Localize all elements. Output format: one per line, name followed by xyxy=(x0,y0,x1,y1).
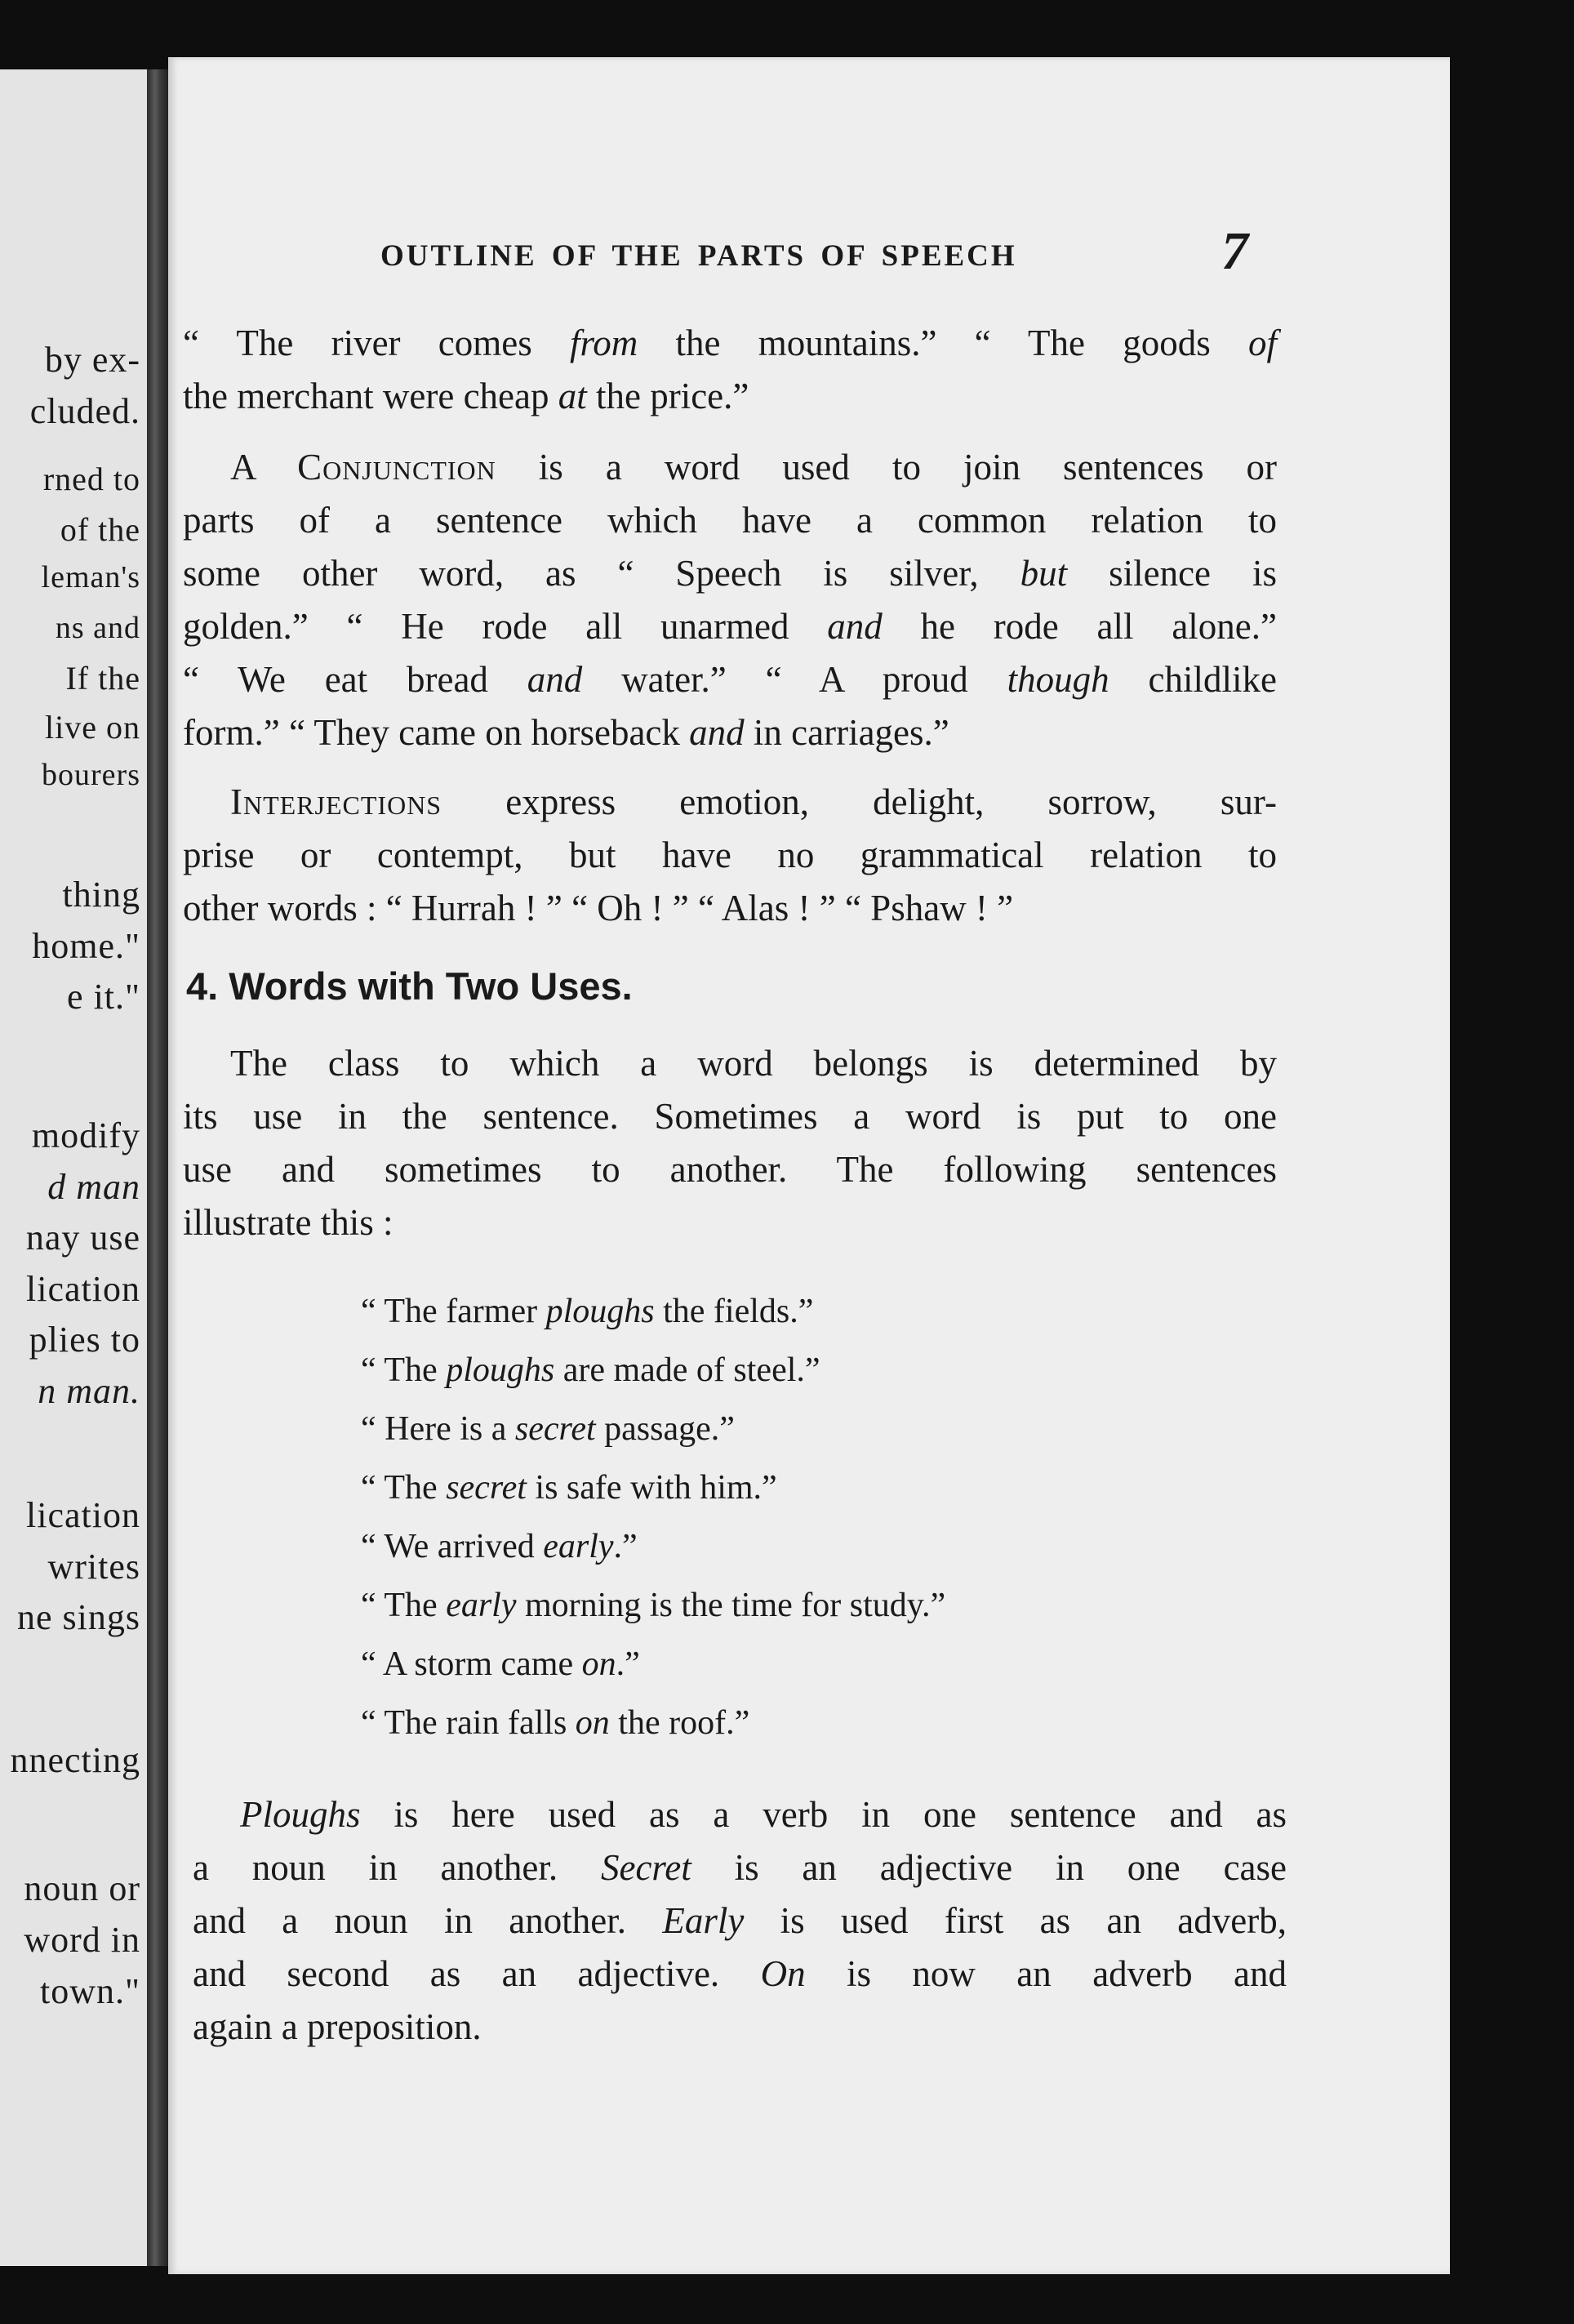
left-page-line: rned to xyxy=(42,461,140,497)
left-page-line: bourers xyxy=(42,758,140,792)
example-sentence: “ The farmer ploughs the fields.” xyxy=(361,1293,814,1330)
left-page-line: lication xyxy=(26,1495,140,1535)
text-line: the merchant were cheap at the price.” xyxy=(183,376,749,416)
text-line: form.” “ They came on horseback and in carriages.” xyxy=(183,712,949,753)
left-page-line: d man xyxy=(47,1167,140,1207)
paragraph-conjunction xyxy=(183,441,1277,759)
left-page-line: ne sings xyxy=(17,1597,140,1637)
paragraph-preposition-examples xyxy=(183,317,1277,423)
left-page-line: nay use xyxy=(25,1218,140,1258)
text-line: Interjections express emotion, delight, sorrow, sur- xyxy=(230,781,1277,822)
term-interjections: Interjections xyxy=(230,781,442,822)
example-sentence: “ The early morning is the time for study.” xyxy=(361,1587,946,1624)
book-page xyxy=(168,57,1450,2274)
left-page-line: modify xyxy=(31,1115,140,1155)
text-line: and a noun in another. Early is used first as an adverb, xyxy=(193,1900,1287,1941)
text-line: some other word, as “ Speech is silver, but silence is xyxy=(183,553,1277,594)
left-page-line: plies to xyxy=(29,1320,140,1360)
left-page-line: lication xyxy=(26,1269,140,1309)
text-line: Ploughs is here used as a verb in one sentence and as xyxy=(240,1794,1287,1835)
left-page-line: leman's xyxy=(41,560,140,594)
text-line: “ We eat bread and water.” “ A proud though childlike xyxy=(183,659,1277,700)
left-page-line: noun or xyxy=(24,1868,140,1908)
example-sentence: “ The ploughs are made of steel.” xyxy=(361,1351,820,1389)
text-line: parts of a sentence which have a common relation to xyxy=(183,500,1277,541)
example-sentence: “ The rain falls on the roof.” xyxy=(361,1704,750,1742)
example-sentences xyxy=(361,1282,1177,1752)
text-line: prise or contempt, but have no grammatical relation to xyxy=(183,835,1277,875)
left-page-line: cluded. xyxy=(29,391,140,431)
text-line: again a preposition. xyxy=(193,2006,482,2047)
text-line: use and sometimes to another. The following sentences xyxy=(183,1149,1277,1190)
left-page-line: ns and xyxy=(55,611,140,645)
left-page-line: n man. xyxy=(38,1371,140,1411)
text-line: “ The river comes from the mountains.” “ The goods of xyxy=(183,323,1278,363)
text-line: The class to which a word belongs is determined by xyxy=(230,1043,1277,1084)
previous-page-fragment xyxy=(0,69,149,2266)
text-line: golden.” “ He rode all unarmed and he rode all alone.” xyxy=(183,606,1277,647)
left-page-line: of the xyxy=(60,511,140,548)
running-header: OUTLINE OF THE PARTS OF SPEECH xyxy=(380,239,1017,273)
paragraph-word-class xyxy=(183,1037,1277,1249)
book-gutter xyxy=(147,69,170,2266)
term-conjunction: Conjunction xyxy=(297,447,496,488)
left-page-line: If the xyxy=(65,660,140,697)
paragraph-interjections xyxy=(183,776,1277,935)
example-sentence: “ We arrived early.” xyxy=(361,1528,638,1565)
left-page-line: writes xyxy=(47,1547,140,1587)
left-page-line: word in xyxy=(24,1920,140,1960)
text-line: A Conjunction is a word used to join sentences or xyxy=(230,447,1278,488)
paragraph-summary xyxy=(193,1788,1287,2054)
left-page-line: home." xyxy=(32,926,140,966)
text-line: other words : “ Hurrah ! ” “ Oh ! ” “ Alas ! ” “ Pshaw ! ” xyxy=(183,888,1014,928)
example-sentence: “ A storm came on.” xyxy=(361,1645,640,1683)
left-page-line: e it." xyxy=(67,977,140,1017)
example-sentence: “ Here is a secret passage.” xyxy=(361,1410,735,1448)
left-page-line: live on xyxy=(45,709,140,746)
left-page-line: nnecting xyxy=(10,1740,140,1780)
text-line: its use in the sentence. Sometimes a word is put to one xyxy=(183,1096,1277,1137)
section-heading: 4. Words with Two Uses. xyxy=(186,964,633,1008)
left-page-line: town." xyxy=(40,1971,140,2011)
text-line: illustrate this : xyxy=(183,1202,394,1243)
text-line: and second as an adjective. On is now an adverb and xyxy=(193,1953,1287,1994)
text-line: a noun in another. Secret is an adjective in one case xyxy=(193,1847,1287,1888)
left-page-line: thing xyxy=(62,875,140,915)
left-page-line: by ex- xyxy=(44,340,140,380)
page-number: 7 xyxy=(1221,221,1248,281)
example-sentence: “ The secret is safe with him.” xyxy=(361,1469,777,1507)
